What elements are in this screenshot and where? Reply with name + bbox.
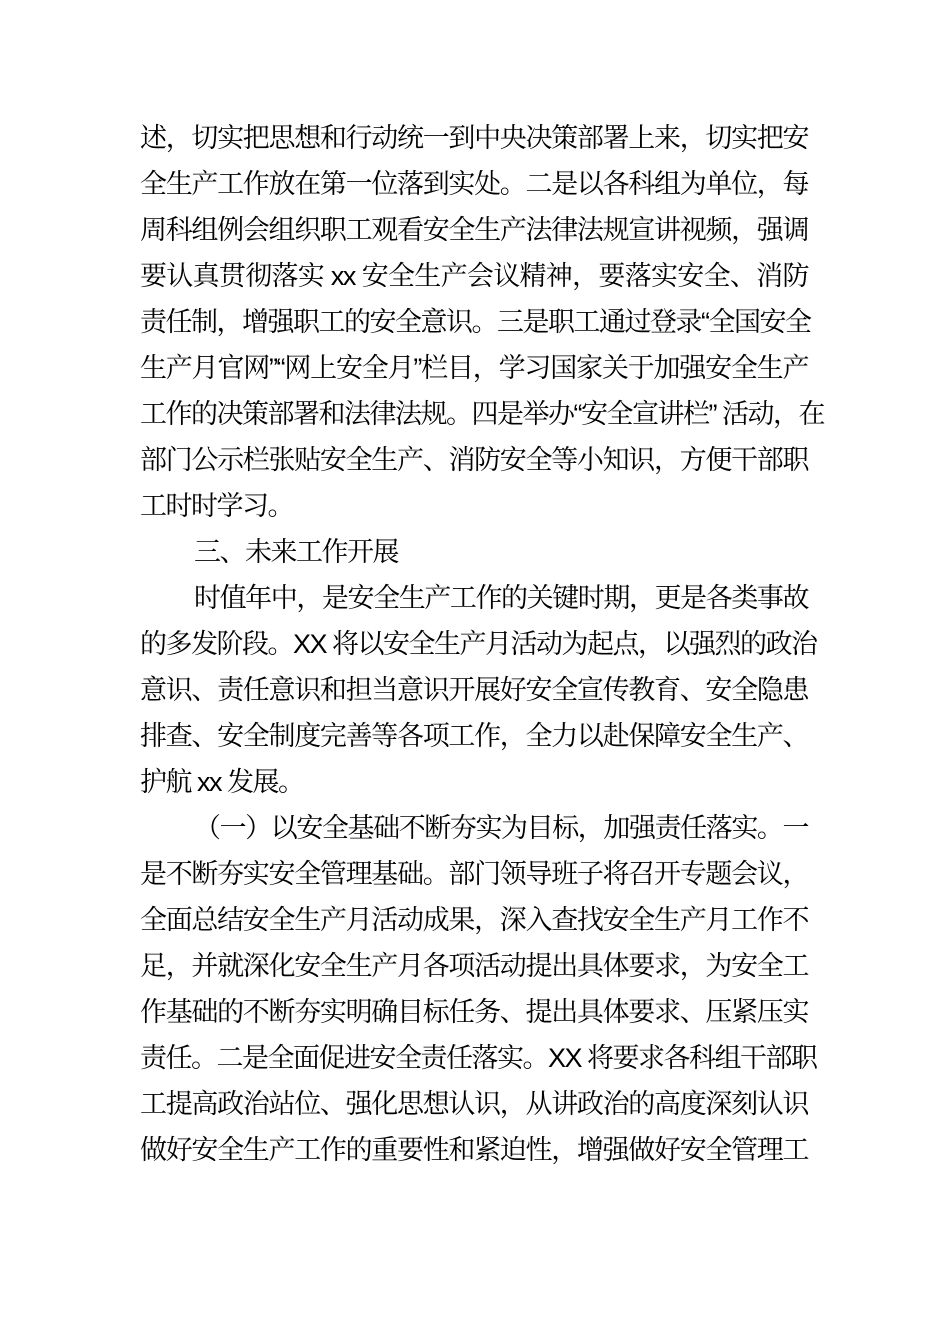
text-line: 全生产工作放在第一位落到实处。二是以各科组为单位，每: [140, 169, 808, 199]
text-line: 责任制，增强职工的安全意识。三是职工通过登录“全国安全: [140, 307, 811, 337]
text-line: （一）以安全基础不断夯实为目标，加强责任落实。一: [194, 813, 808, 843]
text-line: 三、未来工作开展: [194, 537, 398, 567]
text-line: 要认真贯彻落实 xx 安全生产会议精神，要落实安全、消防: [140, 261, 808, 291]
text-line: 是不断夯实安全管理基础。部门领导班子将召开专题会议，: [140, 859, 808, 889]
text-line: 做好安全生产工作的重要性和紧迫性，增强做好安全管理工: [140, 1135, 808, 1165]
text-line: 周科组例会组织职工观看安全生产法律法规宣讲视频，强调: [140, 215, 808, 245]
text-line: 工作的决策部署和法律法规。四是举办“安全宣讲栏” 活动，在: [140, 399, 824, 429]
text-line: 足，并就深化安全生产月各项活动提出具体要求，为安全工: [140, 951, 808, 981]
text-line: 时值年中，是安全生产工作的关键时期，更是各类事故: [194, 583, 808, 613]
text-line: 全面总结安全生产月活动成果，深入查找安全生产月工作不: [140, 905, 808, 935]
text-line: 部门公示栏张贴安全生产、消防安全等小知识，方便干部职: [140, 445, 808, 475]
text-line: 意识、责任意识和担当意识开展好安全宣传教育、安全隐患: [140, 675, 808, 705]
text-line: 工提高政治站位、强化思想认识，从讲政治的高度深刻认识: [140, 1089, 808, 1119]
text-line: 的多发阶段。XX 将以安全生产月活动为起点，以强烈的政治: [140, 629, 817, 659]
text-line: 生产月官网”“网上安全月”栏目，学习国家关于加强安全生产: [140, 353, 808, 383]
text-line: 述，切实把思想和行动统一到中央决策部署上来，切实把安: [140, 123, 808, 153]
text-line: 护航 xx 发展。: [140, 767, 304, 797]
text-line: 作基础的不断夯实明确目标任务、提出具体要求、压紧压实: [140, 997, 808, 1027]
document-body: [140, 115, 824, 1173]
text-line: 排查、安全制度完善等各项工作，全力以赴保障安全生产、: [140, 721, 808, 751]
text-line: 责任。二是全面促进安全责任落实。XX 将要求各科组干部职: [140, 1043, 817, 1073]
text-line: 工时时学习。: [140, 491, 293, 521]
